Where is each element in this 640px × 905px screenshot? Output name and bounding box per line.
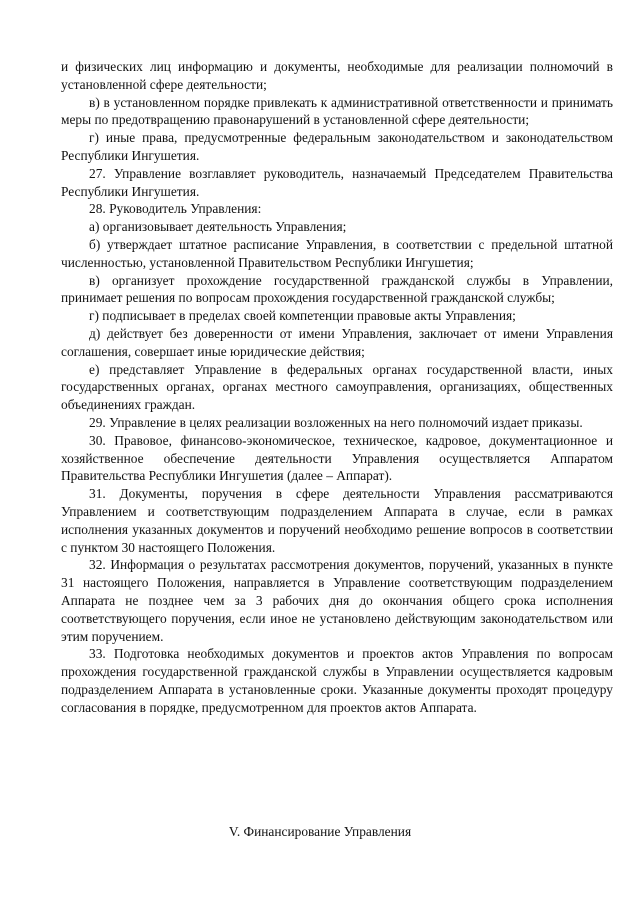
paragraph-27: 27. Управление возглавляет руководитель, назначаемый Председателем Правительства Республики Ингушетия. bbox=[61, 165, 613, 199]
paragraph-30: 30. Правовое, финансово-экономическое, техническое, кадровое, документационное и хозяйственное обеспечение деятельности Управления осуществляется Аппаратом Правительства Республики Ингушетия (далее – Аппарат). bbox=[61, 432, 613, 484]
section-heading: V. Финансирование Управления bbox=[228, 824, 412, 839]
paragraph-28: 28. Руководитель Управления: bbox=[89, 201, 262, 217]
paragraph-28-d: д) действует без доверенности от имени Управления, заключает от имени Управления соглашения, совершает иные юридические действия; bbox=[61, 325, 613, 359]
paragraph-28-v: в) организует прохождение государственной гражданской службы в Управлении, принимает решения по вопросам прохождения государственной гражданской службы; bbox=[61, 272, 613, 306]
paragraph-28-b: б) утверждает штатное расписание Управления, в соответствии с предельной штатной численностью, установленной Правительством Республики Ингушетия; bbox=[61, 236, 613, 270]
paragraph-continuation: и физических лиц информацию и документы, необходимые для реализации полномочий в установленной сфере деятельности; bbox=[61, 59, 613, 92]
paragraph-item-g-other-rights: г) иные права, предусмотренные федеральным законодательством и законодательством Республики Ингушетия. bbox=[61, 130, 613, 163]
paragraph-item-v-penalties: в) в установленном порядке привлекать к административной ответственности и принимать меры по предотвращению правонарушений в установленной сфере деятельности; bbox=[61, 94, 613, 128]
paragraph-28-g: г) подписывает в пределах своей компетенции правовые акты Управления; bbox=[89, 308, 516, 324]
paragraph-28-a: а) организовывает деятельность Управления; bbox=[89, 219, 347, 235]
document-body bbox=[61, 58, 613, 716]
paragraph-28-e: е) представляет Управление в федеральных органах государственной власти, иных государственных органах, органах местного самоуправления, организациях, общественных объединениях граждан. bbox=[61, 361, 613, 413]
paragraph-33: 33. Подготовка необходимых документов и проектов актов Управления по вопросам прохождения государственной гражданской службы в Управлении осуществляется кадровым подразделением Аппарата в установленные сроки. Указанные документы проходят процедуру согласования в порядке, предусмотренном для проектов актов Аппарата. bbox=[61, 646, 613, 715]
paragraph-29: 29. Управление в целях реализации возложенных на него полномочий издает приказы. bbox=[89, 414, 583, 430]
paragraph-32: 32. Информация о результатах рассмотрения документов, поручений, указанных в пункте 31 настоящего Положения, направляется в Управление соответствующим подразделением Аппарата не позднее чем за 3 рабочих дня до окончания общего срока исполнения соответствующего поручения, если иное не установлено действующим законодательством или этим поручением. bbox=[61, 557, 613, 644]
paragraph-31: 31. Документы, поручения в сфере деятельности Управления рассматриваются Управлением и соответствующим подразделением Аппарата в случае, если в рамках исполнения указанных документов и поручений необходимо решение вопросов в соответствии с пунктом 30 настоящего Положения. bbox=[61, 486, 613, 555]
